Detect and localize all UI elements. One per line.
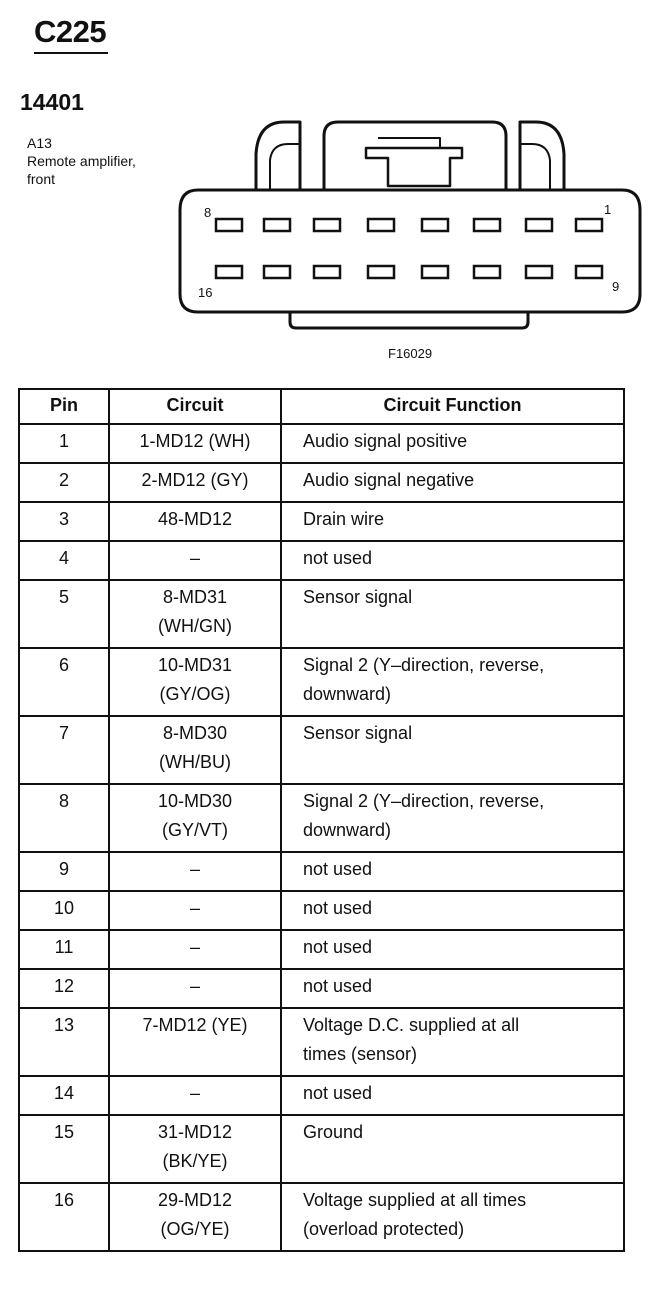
circuit-function-line: Ground (303, 1122, 364, 1142)
pin-number: 8 (19, 784, 109, 852)
component-description (27, 134, 136, 188)
pin-number: 9 (19, 852, 109, 891)
circuit-cell (109, 463, 281, 502)
circuit-function-line: not used (303, 1083, 373, 1103)
circuit-line: – (189, 859, 200, 879)
header-pin: Pin (19, 389, 109, 424)
pin-label-bottom-left: 16 (198, 285, 213, 300)
circuit-function-cell (281, 1076, 624, 1115)
pin-number: 2 (19, 463, 109, 502)
circuit-function-cell (281, 716, 624, 784)
circuit-cell (109, 716, 281, 784)
circuit-line: (WH/GN) (158, 616, 232, 636)
table-row (19, 930, 624, 969)
component-name-line1: Remote amplifier, (27, 153, 136, 169)
pin-number: 1 (19, 424, 109, 463)
pin-table-body (19, 424, 624, 1251)
circuit-line: (BK/YE) (162, 1151, 228, 1171)
circuit-line: 7-MD12 (YE) (142, 1015, 248, 1035)
circuit-cell (109, 969, 281, 1008)
circuit-line: 10-MD30 (157, 791, 233, 811)
circuit-function-line: Voltage D.C. supplied at all (303, 1015, 520, 1035)
connector-top-arch (324, 122, 506, 190)
circuit-function-line: downward) (303, 684, 392, 704)
circuit-function-line: not used (303, 859, 373, 879)
circuit-function-cell (281, 1183, 624, 1251)
circuit-function-line: Signal 2 (Y–direction, reverse, (303, 655, 545, 675)
circuit-cell (109, 891, 281, 930)
circuit-function-line: (overload protected) (303, 1219, 465, 1239)
circuit-cell (109, 930, 281, 969)
table-row (19, 1183, 624, 1251)
circuit-function-cell (281, 891, 624, 930)
circuit-function-cell (281, 580, 624, 648)
circuit-function-cell (281, 502, 624, 541)
circuit-cell (109, 1008, 281, 1076)
connector-body (180, 190, 640, 312)
table-row (19, 541, 624, 580)
pin-number: 14 (19, 1076, 109, 1115)
circuit-function-cell (281, 463, 624, 502)
table-row (19, 716, 624, 784)
component-code: A13 (27, 135, 52, 151)
circuit-function-line: not used (303, 898, 373, 918)
circuit-cell (109, 784, 281, 852)
circuit-line: (GY/OG) (159, 684, 231, 704)
figure-reference: F16029 (388, 346, 433, 361)
table-row (19, 424, 624, 463)
circuit-function-cell (281, 930, 624, 969)
circuit-function-cell (281, 784, 624, 852)
connector-left-latch (256, 122, 300, 190)
part-number: 14401 (20, 89, 84, 115)
circuit-line: – (189, 937, 200, 957)
circuit-line: 48-MD12 (157, 509, 233, 529)
circuit-line: 8-MD30 (162, 723, 228, 743)
circuit-function-line: Signal 2 (Y–direction, reverse, (303, 791, 545, 811)
circuit-cell (109, 1183, 281, 1251)
pin-number: 6 (19, 648, 109, 716)
header-circuit-function: Circuit Function (281, 389, 624, 424)
pin-number: 16 (19, 1183, 109, 1251)
circuit-line: (WH/BU) (159, 752, 231, 772)
table-row (19, 648, 624, 716)
table-row (19, 1115, 624, 1183)
circuit-function-line: Audio signal negative (303, 470, 475, 490)
circuit-function-cell (281, 969, 624, 1008)
table-row (19, 969, 624, 1008)
circuit-function-line: not used (303, 976, 373, 996)
circuit-cell (109, 580, 281, 648)
circuit-function-cell (281, 648, 624, 716)
circuit-cell (109, 648, 281, 716)
circuit-cell (109, 541, 281, 580)
circuit-line: 2-MD12 (GY) (141, 470, 249, 490)
circuit-function-line: not used (303, 548, 373, 568)
circuit-function-cell (281, 1115, 624, 1183)
pin-table-header (19, 389, 624, 424)
pin-number: 15 (19, 1115, 109, 1183)
circuit-line: – (189, 1083, 200, 1103)
circuit-cell (109, 1115, 281, 1183)
table-row (19, 891, 624, 930)
connector-bottom-tab (290, 312, 528, 328)
circuit-function-line: Audio signal positive (303, 431, 468, 451)
circuit-line: – (189, 898, 200, 918)
pin-number: 5 (19, 580, 109, 648)
table-row (19, 502, 624, 541)
table-row (19, 784, 624, 852)
pin-number: 10 (19, 891, 109, 930)
connector-center-key (366, 148, 462, 186)
component-name-line2: front (27, 171, 56, 187)
circuit-function-line: Voltage supplied at all times (303, 1190, 527, 1210)
circuit-function-line: Sensor signal (303, 723, 413, 743)
pin-cavities (216, 219, 602, 278)
circuit-line: (GY/VT) (162, 820, 228, 840)
pin-number: 4 (19, 541, 109, 580)
pin-number: 7 (19, 716, 109, 784)
circuit-line: 31-MD12 (157, 1122, 233, 1142)
pin-number: 13 (19, 1008, 109, 1076)
header-circuit: Circuit (109, 389, 281, 424)
table-row (19, 1076, 624, 1115)
circuit-function-line: not used (303, 937, 373, 957)
pin-number: 3 (19, 502, 109, 541)
circuit-line: 29-MD12 (157, 1190, 233, 1210)
circuit-line: – (189, 976, 200, 996)
table-row (19, 580, 624, 648)
circuit-line: – (189, 548, 200, 568)
pin-table (18, 388, 625, 1252)
circuit-cell (109, 502, 281, 541)
circuit-function-cell (281, 424, 624, 463)
table-row (19, 1008, 624, 1076)
connector-id: C225 (34, 14, 108, 54)
circuit-function-cell (281, 541, 624, 580)
circuit-cell (109, 1076, 281, 1115)
circuit-line: 8-MD31 (162, 587, 228, 607)
circuit-function-line: downward) (303, 820, 392, 840)
circuit-line: 10-MD31 (157, 655, 233, 675)
circuit-line: (OG/YE) (160, 1219, 230, 1239)
connector-right-latch (520, 122, 564, 190)
circuit-function-line: Sensor signal (303, 587, 413, 607)
table-row (19, 463, 624, 502)
circuit-function-cell (281, 1008, 624, 1076)
circuit-function-line: Drain wire (303, 509, 385, 529)
connector-face-diagram (176, 118, 656, 340)
pin-number: 12 (19, 969, 109, 1008)
circuit-line: 1-MD12 (WH) (139, 431, 251, 451)
pin-label-bottom-right: 9 (612, 279, 620, 294)
circuit-function-line: times (sensor) (303, 1044, 418, 1064)
table-row (19, 852, 624, 891)
pin-number: 11 (19, 930, 109, 969)
pin-label-top-right: 1 (604, 202, 612, 217)
pin-label-top-left: 8 (204, 205, 212, 220)
circuit-cell (109, 852, 281, 891)
circuit-cell (109, 424, 281, 463)
circuit-function-cell (281, 852, 624, 891)
